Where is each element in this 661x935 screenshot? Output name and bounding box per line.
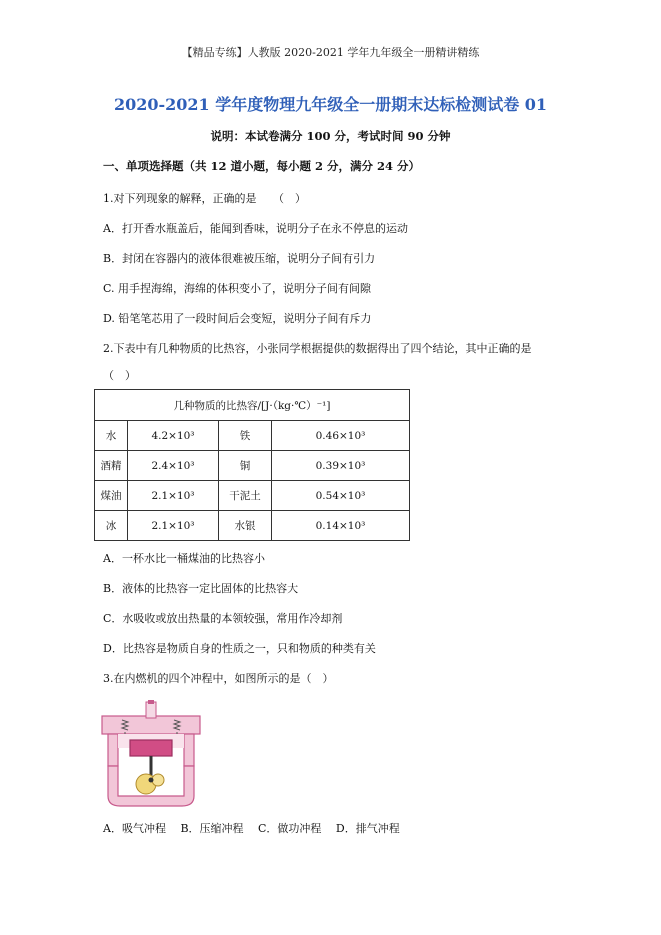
table-cell: 2.1×10³ [128, 511, 219, 541]
table-cell: 0.46×10³ [272, 421, 410, 451]
q1-option-a: A．打开香水瓶盖后，能闻到香味，说明分子在永不停息的运动 [103, 222, 408, 235]
table-cell: 0.39×10³ [272, 451, 410, 481]
table-cell: 酒精 [95, 451, 128, 481]
q1-option-b: B．封闭在容器内的液体很难被压缩，说明分子间有引力 [103, 252, 376, 265]
exam-title: 2020-2021 学年度物理九年级全一册期末达标检测试卷 01 [113, 95, 548, 114]
q2-option-a: A．一杯水比一桶煤油的比热容小 [103, 552, 265, 565]
table-cell: 0.14×10³ [272, 511, 410, 541]
table-row [95, 451, 410, 481]
q3-stem: 3.在内燃机的四个冲程中，如图所示的是（ ） [103, 672, 334, 685]
table-row [95, 421, 410, 451]
table-cell: 水银 [219, 511, 272, 541]
table-cell: 铁 [219, 421, 272, 451]
q3-options: A．吸气冲程 B．压缩冲程 C．做功冲程 D．排气冲程 [103, 822, 400, 835]
table-cell: 煤油 [95, 481, 128, 511]
q1-option-c: C. 用手捏海绵，海绵的体积变小了，说明分子间有间隙 [103, 282, 372, 295]
table-row [95, 511, 410, 541]
q2-stem-tail: （ ） [103, 369, 136, 382]
q2-option-c: C．水吸收或放出热量的本领较强，常用作冷却剂 [103, 612, 343, 625]
table-cell: 2.4×10³ [128, 451, 219, 481]
table-cell: 4.2×10³ [128, 421, 219, 451]
table-row [95, 481, 410, 511]
table-cell: 铜 [219, 451, 272, 481]
q2-stem: 2.下表中有几种物质的比热容，小张同学根据提供的数据得出了四个结论，其中正确的是 [103, 342, 532, 355]
q2-option-b: B．液体的比热容一定比固体的比热容大 [103, 582, 299, 595]
table-cell: 水 [95, 421, 128, 451]
table-cell: 干泥土 [219, 481, 272, 511]
table-caption: 几种物质的比热容/[J·（kg·℃）⁻¹] [95, 390, 410, 421]
q1-option-d: D. 铅笔笔芯用了一段时间后会变短，说明分子间有斥力 [103, 312, 372, 325]
engine-stroke-diagram [100, 700, 202, 810]
page-header: 【精品专练】人教版 2020-2021 学年九年级全一册精讲精练 [181, 46, 480, 59]
section-heading: 一、单项选择题（共 12 道小题，每小题 2 分，满分 24 分） [103, 159, 421, 173]
q2-option-d: D．比热容是物质自身的性质之一，只和物质的种类有关 [103, 642, 376, 655]
table-cell: 0.54×10³ [272, 481, 410, 511]
exam-note: 说明：本试卷满分 100 分，考试时间 90 分钟 [210, 129, 451, 143]
table-cell: 2.1×10³ [128, 481, 219, 511]
specific-heat-table [94, 389, 410, 541]
q1-stem: 1.对下列现象的解释，正确的是 （ ） [103, 192, 306, 205]
table-cell: 冰 [95, 511, 128, 541]
engine-icon [100, 700, 202, 810]
